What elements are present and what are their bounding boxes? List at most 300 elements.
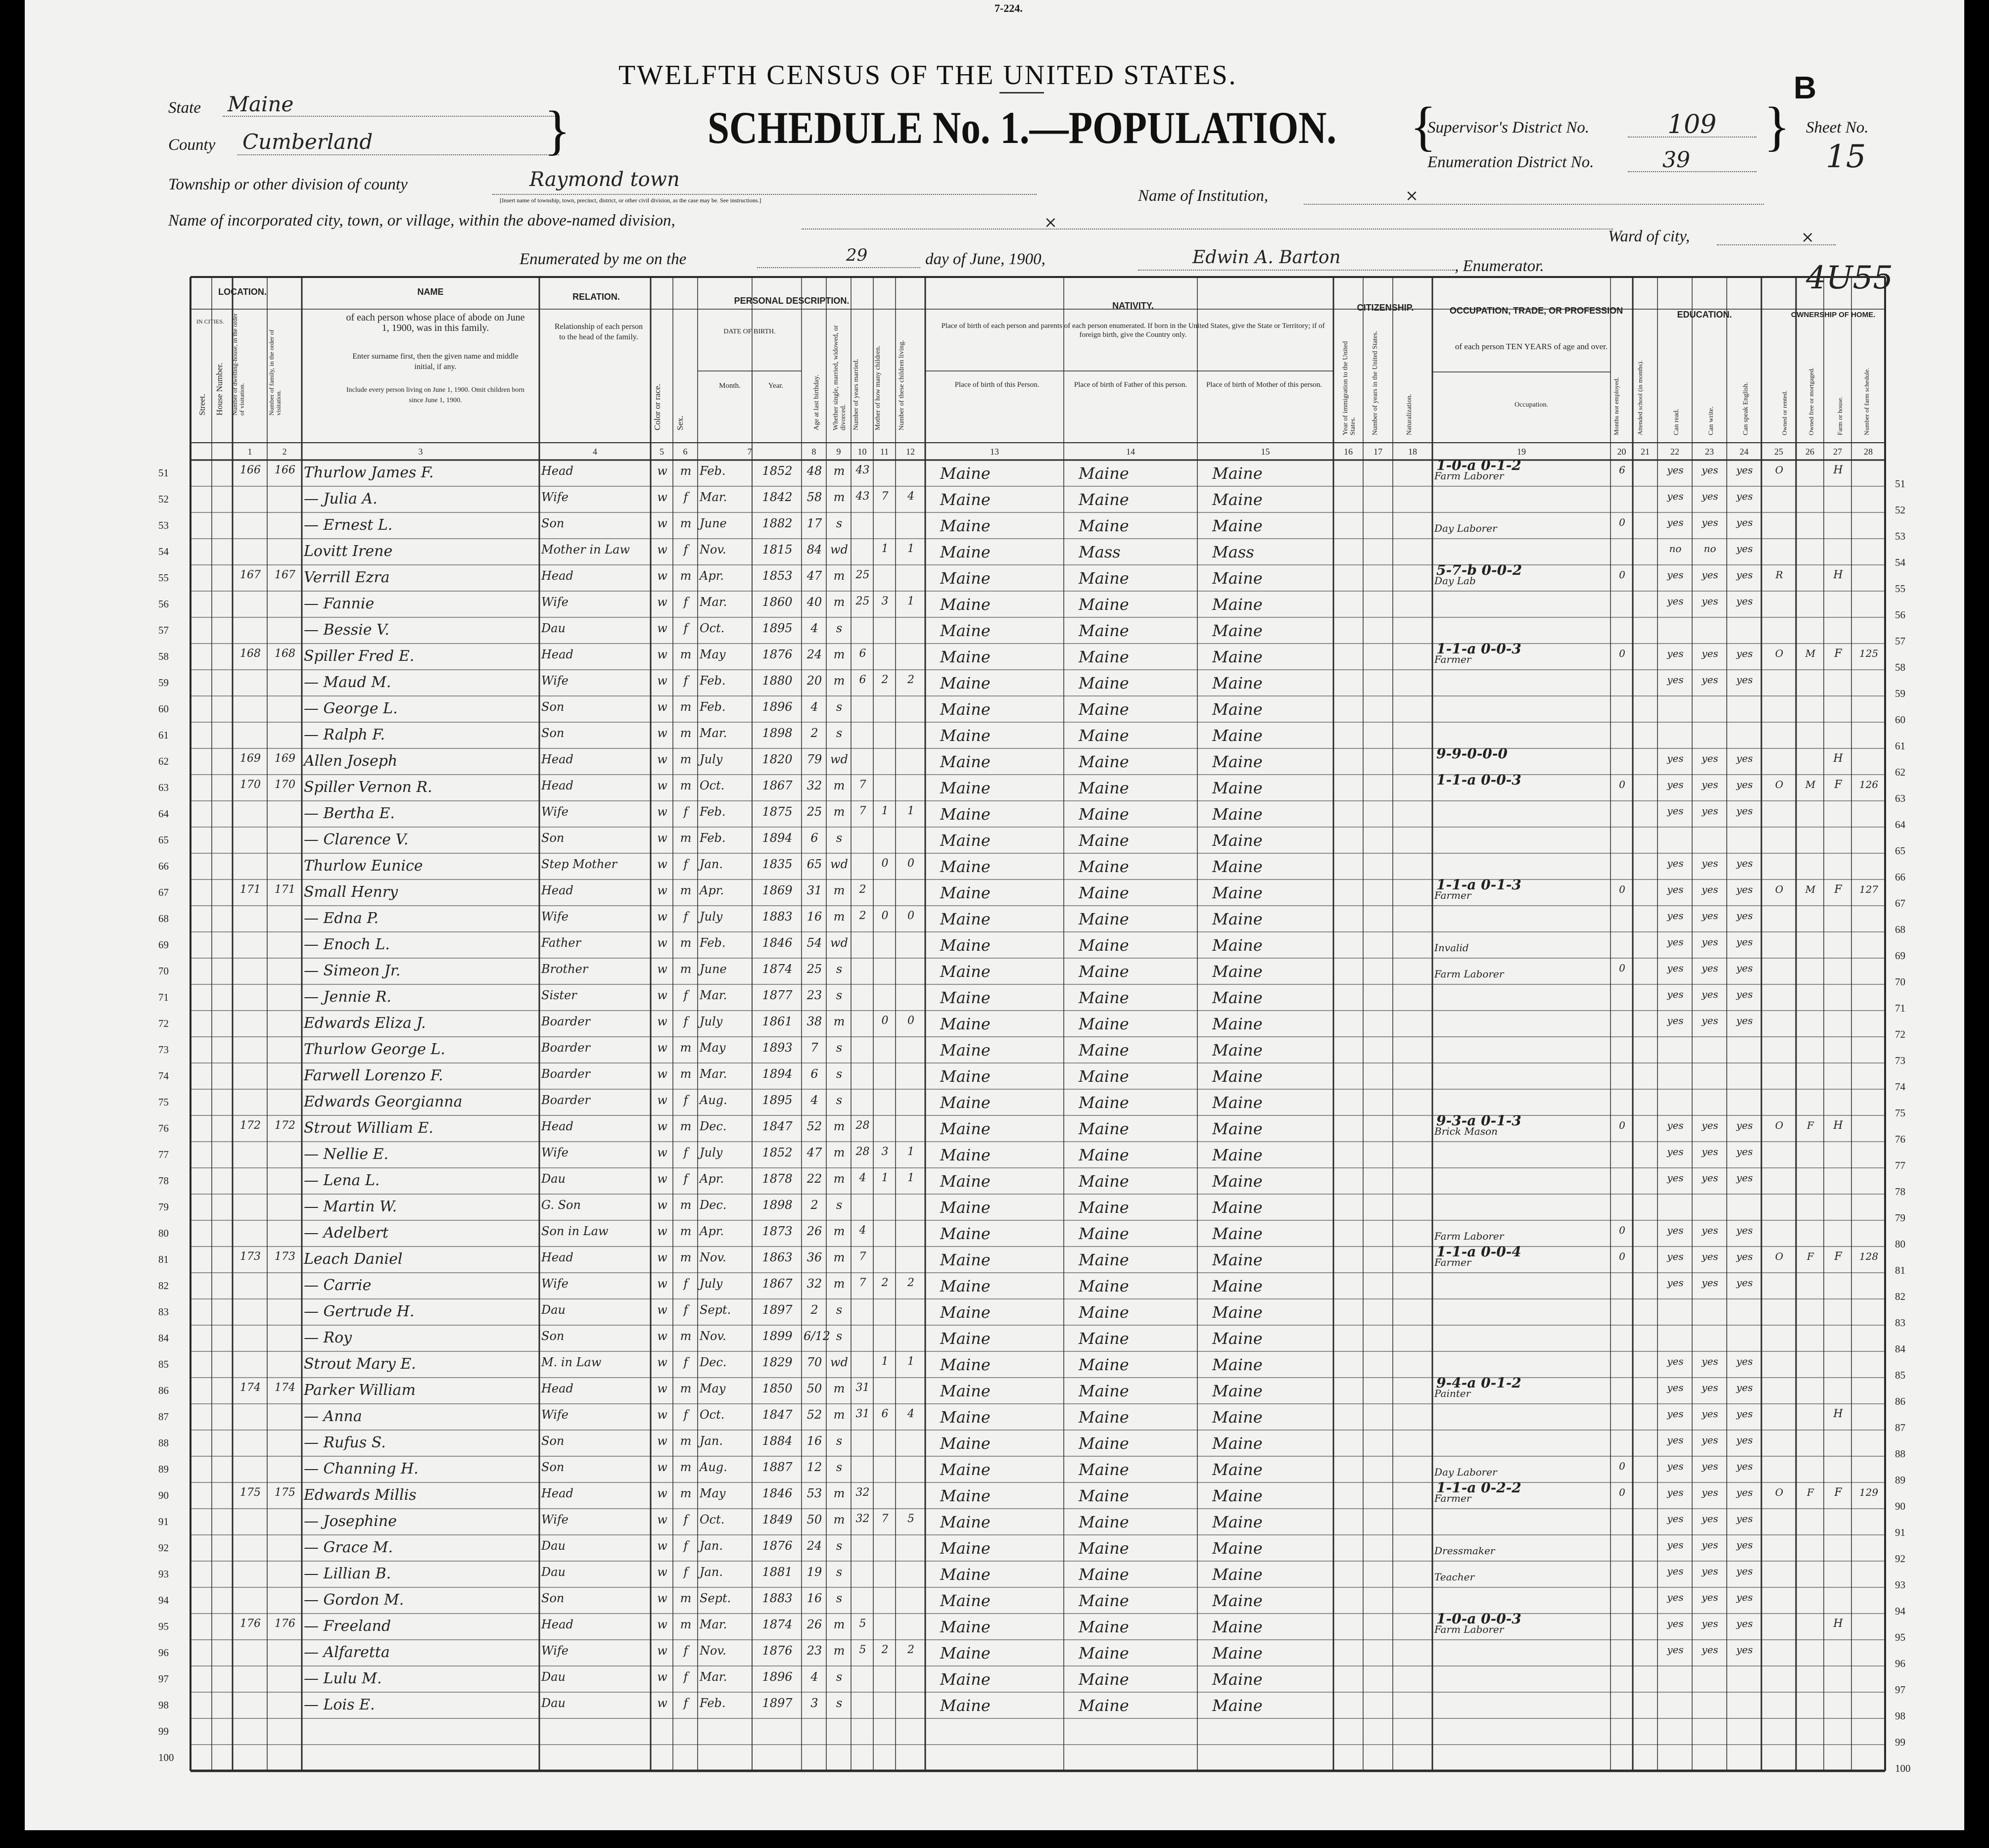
cell-color: w: [657, 1513, 667, 1526]
cell-name: — Grace M.: [304, 1539, 393, 1556]
cell-speak: yes: [1736, 1644, 1753, 1656]
cell-mar: m: [833, 569, 845, 583]
cell-mar: m: [833, 1513, 845, 1526]
cell-pob: Maine: [940, 1617, 991, 1636]
cell-read: yes: [1667, 647, 1684, 659]
cell-speak: yes: [1736, 1146, 1753, 1157]
column-number-3: 3: [418, 447, 423, 457]
cell-pobf: Maine: [1079, 1303, 1129, 1322]
cell-mar: s: [836, 1093, 843, 1107]
cell-age: 7: [810, 1041, 818, 1055]
cell-mar: s: [836, 621, 843, 635]
cell-occ: Day Laborer: [1434, 522, 1497, 534]
cell-sex: f: [683, 1565, 688, 1579]
cell-name: Thurlow James F.: [304, 464, 434, 481]
cell-fam: 170: [275, 779, 295, 791]
cell-rel: Head: [541, 464, 573, 478]
cell-sex: f: [683, 805, 688, 819]
cell-pobm: Maine: [1212, 962, 1263, 981]
cell-rel: Wife: [541, 1146, 569, 1159]
cell-mar: s: [836, 1041, 843, 1055]
head-mother-of: Mother of how many children.: [874, 345, 882, 430]
cell-rel: Head: [541, 1119, 573, 1133]
cell-fam: 169: [275, 752, 295, 765]
cell-speak: yes: [1736, 1513, 1753, 1525]
line-number: 90: [158, 1489, 169, 1501]
line-number-right: 78: [1895, 1186, 1905, 1198]
cell-pobm: Maine: [1212, 1172, 1263, 1191]
cell-pobm: Maine: [1212, 1696, 1263, 1715]
cell-name: Lovitt Irene: [304, 543, 393, 560]
line-number: 83: [158, 1306, 169, 1318]
cell-name: Strout William E.: [304, 1119, 433, 1137]
cell-year: 1850: [762, 1382, 793, 1395]
cell-month: Apr.: [700, 569, 724, 583]
cell-pob: Maine: [940, 647, 991, 666]
cell-write: yes: [1702, 1513, 1718, 1525]
cell-speak: yes: [1736, 1250, 1753, 1262]
column-number-28: 28: [1864, 447, 1873, 457]
cell-mar: m: [833, 490, 845, 504]
cell-mne: 0: [1619, 779, 1625, 790]
cell-ch: 1: [881, 1355, 889, 1368]
cell-mar: s: [836, 1067, 843, 1081]
cell-color: w: [657, 857, 667, 871]
cell-pobm: Maine: [1212, 1670, 1263, 1689]
cell-name: — Freeland: [304, 1617, 391, 1635]
cell-write: yes: [1702, 1539, 1718, 1551]
cell-age: 50: [806, 1513, 822, 1526]
cell-pobf: Maine: [1079, 621, 1129, 640]
cell-pobf: Maine: [1079, 1434, 1129, 1453]
cell-age: 47: [806, 569, 822, 583]
cell-month: Jan.: [700, 857, 723, 871]
cell-mar: m: [833, 1644, 845, 1658]
state-value: Maine: [228, 92, 294, 116]
cell-month: Feb.: [700, 674, 726, 688]
cell-ym: 7: [859, 805, 866, 817]
cell-month: July: [700, 910, 723, 924]
cell-read: yes: [1667, 1146, 1684, 1157]
cell-rel: Son: [541, 726, 565, 740]
line-number: 63: [158, 782, 169, 793]
cell-pob: Maine: [940, 988, 991, 1007]
cell-pobm: Maine: [1212, 674, 1263, 693]
cell-pobm: Maine: [1212, 595, 1263, 614]
cell-color: w: [657, 543, 667, 556]
cell-name: — Channing H.: [304, 1460, 419, 1478]
head-date-of-birth: DATE OF BIRTH.: [723, 328, 776, 335]
cell-read: yes: [1667, 595, 1684, 607]
cell-name: Spiller Fred E.: [304, 647, 415, 665]
cell-mne: 0: [1619, 1486, 1625, 1498]
cell-pob: Maine: [940, 1591, 991, 1610]
line-number-right: 60: [1895, 714, 1905, 726]
line-number: 75: [158, 1096, 169, 1108]
cell-month: May: [700, 1486, 726, 1500]
cell-pobm: Maine: [1212, 621, 1263, 640]
line-number: 51: [158, 467, 169, 479]
cell-age: 40: [806, 595, 822, 609]
cell-color: w: [657, 700, 667, 714]
cell-speak: yes: [1736, 674, 1753, 686]
cell-rel: Head: [541, 883, 573, 897]
cell-sex: m: [680, 1198, 692, 1212]
cell-rel: Son: [541, 1460, 565, 1474]
cell-mne: 0: [1619, 1250, 1625, 1262]
cell-sex: f: [683, 1146, 688, 1159]
cell-pobm: Maine: [1212, 1067, 1263, 1086]
cell-month: Feb.: [700, 1696, 726, 1710]
cell-rel: Wife: [541, 910, 569, 924]
cell-write: yes: [1702, 490, 1718, 502]
cell-speak: yes: [1736, 962, 1753, 974]
cell-sex: f: [683, 988, 688, 1002]
line-number-right: 99: [1895, 1736, 1905, 1748]
cell-sex: m: [680, 1486, 692, 1500]
cell-ch: 0: [881, 910, 889, 922]
cell-dw: 170: [240, 779, 261, 791]
head-free-mortgaged: Owned free or mortgaged.: [1807, 367, 1815, 435]
cell-pobf: Maine: [1079, 1355, 1129, 1374]
cell-pob: Maine: [940, 1119, 991, 1138]
cell-mar: m: [833, 1408, 845, 1422]
cell-free: F: [1807, 1486, 1814, 1498]
cell-fam: 168: [275, 647, 295, 660]
cell-pob: Maine: [940, 1224, 991, 1243]
cell-read: yes: [1667, 1408, 1684, 1420]
schedule-title: SCHEDULE No. 1.—POPULATION.: [708, 102, 1337, 153]
cell-ym: 4: [859, 1224, 866, 1237]
cell-pobm: Maine: [1212, 464, 1263, 483]
line-number-right: 58: [1895, 661, 1905, 673]
line-number: 59: [158, 677, 169, 689]
cell-speak: yes: [1736, 1434, 1753, 1446]
cell-pob: Maine: [940, 1565, 991, 1584]
line-number-right: 62: [1895, 766, 1905, 778]
head-sex: Sex.: [675, 416, 685, 430]
cell-sex: m: [680, 752, 692, 766]
line-number-right: 94: [1895, 1605, 1905, 1617]
cell-pobm: Maine: [1212, 569, 1263, 588]
cell-cl: 1: [907, 1172, 914, 1184]
cell-dw: 169: [240, 752, 261, 765]
cell-month: Feb.: [700, 805, 726, 819]
cell-mne: 0: [1619, 1460, 1625, 1472]
cell-mar: s: [836, 1591, 843, 1605]
cell-mar: m: [833, 1382, 845, 1395]
cell-name: — Anna: [304, 1408, 362, 1425]
cell-year: 1874: [762, 1617, 793, 1631]
cell-sex: m: [680, 883, 692, 897]
line-number-right: 83: [1895, 1317, 1905, 1329]
group-location: LOCATION.: [218, 287, 267, 297]
column-number-18: 18: [1408, 447, 1417, 457]
cell-occ: Farmer: [1434, 889, 1471, 901]
cell-age: 65: [806, 857, 822, 871]
cell-month: Apr.: [700, 1172, 724, 1186]
cell-pobf: Maine: [1079, 647, 1129, 666]
cell-month: Oct.: [700, 779, 725, 792]
cell-mar: m: [833, 1172, 845, 1186]
cell-pob: Maine: [940, 1303, 991, 1322]
group-citizenship: CITIZENSHIP.: [1357, 303, 1414, 313]
cell-age: 6: [810, 1067, 818, 1081]
cell-pobm: Maine: [1212, 726, 1263, 745]
group-relation: RELATION.: [572, 292, 620, 302]
head-immigration: Year of immigration to the United States.: [1342, 341, 1357, 435]
cell-ym: 43: [855, 464, 870, 476]
cell-rel: G. Son: [541, 1198, 581, 1212]
cell-month: Dec.: [700, 1119, 727, 1133]
cell-pob: Maine: [940, 857, 991, 876]
cell-pobf: Maine: [1079, 1093, 1129, 1112]
cell-pobf: Maine: [1079, 1513, 1129, 1531]
cell-year: 1835: [762, 857, 793, 871]
cell-color: w: [657, 726, 667, 740]
cell-color: w: [657, 1644, 667, 1658]
line-number: 67: [158, 886, 169, 898]
line-number: 62: [158, 755, 169, 767]
cell-mar: m: [833, 910, 845, 924]
cell-own: O: [1775, 1119, 1784, 1131]
line-number: 85: [158, 1358, 169, 1370]
column-number-13: 13: [990, 447, 999, 457]
cell-speak: yes: [1736, 543, 1753, 554]
line-number-right: 52: [1895, 504, 1905, 516]
cell-name: — Simeon Jr.: [304, 962, 401, 979]
cell-read: yes: [1667, 962, 1684, 974]
cell-color: w: [657, 962, 667, 976]
head-owned-rented: Owned or rented.: [1781, 390, 1788, 435]
column-number-4: 4: [593, 447, 597, 457]
head-relation-desc: Relationship of each person to the head of the family.: [554, 323, 643, 341]
cell-mar: m: [833, 1015, 845, 1028]
cell-name: Thurlow George L.: [304, 1041, 445, 1058]
cell-write: yes: [1702, 1382, 1718, 1393]
cell-month: Mar.: [700, 1670, 727, 1684]
cell-color: w: [657, 1382, 667, 1395]
cell-mne: 0: [1619, 883, 1625, 895]
cell-speak: yes: [1736, 1277, 1753, 1289]
cell-color: w: [657, 1591, 667, 1605]
cell-rel: Boarder: [541, 1067, 590, 1081]
cell-cl: 2: [907, 674, 914, 686]
cell-pobf: Maine: [1079, 779, 1129, 797]
cell-write: yes: [1702, 516, 1718, 528]
cell-pobf: Maine: [1079, 857, 1129, 876]
cell-pobm: Maine: [1212, 1355, 1263, 1374]
cell-occ: Farm Laborer: [1434, 470, 1504, 482]
cell-rel: Son: [541, 700, 565, 714]
cell-year: 1895: [762, 621, 793, 635]
cell-pobf: Maine: [1079, 1382, 1129, 1400]
cell-mar: wd: [830, 1355, 848, 1369]
cell-pobm: Maine: [1212, 1644, 1263, 1663]
cell-pobm: Maine: [1212, 1093, 1263, 1112]
cell-age: 4: [810, 700, 818, 714]
cell-color: w: [657, 1198, 667, 1212]
cell-fam: 172: [275, 1119, 295, 1132]
line-number-right: 90: [1895, 1500, 1905, 1512]
cell-read: yes: [1667, 988, 1684, 1000]
cell-year: 1881: [762, 1565, 793, 1579]
line-number-right: 55: [1895, 583, 1905, 595]
cell-cl: 1: [907, 805, 914, 817]
cell-pob: Maine: [940, 883, 991, 902]
cell-pob: Maine: [940, 1277, 991, 1295]
line-number-right: 87: [1895, 1422, 1905, 1433]
cell-dw: 175: [240, 1486, 261, 1499]
cell-cl: 1: [907, 1146, 914, 1158]
cell-year: 1894: [762, 1067, 793, 1081]
column-number-8: 8: [811, 447, 816, 457]
cell-rel: Brother: [541, 962, 588, 976]
column-number-5: 5: [660, 447, 664, 457]
cell-ch: 0: [881, 1015, 889, 1027]
cell-occ: Farm Laborer: [1434, 1230, 1504, 1242]
cell-write: yes: [1702, 1250, 1718, 1262]
cell-age: 58: [806, 490, 822, 504]
line-number-right: 66: [1895, 871, 1905, 883]
cell-age: 12: [806, 1460, 822, 1474]
cell-dw: 176: [240, 1617, 261, 1630]
cell-sex: f: [683, 1513, 688, 1526]
cell-rel: Son in Law: [541, 1224, 609, 1238]
column-number-23: 23: [1705, 447, 1714, 457]
cell-rel: Dau: [541, 1565, 566, 1579]
cell-sex: f: [683, 1644, 688, 1658]
line-number: 87: [158, 1411, 169, 1423]
cell-age: 32: [806, 779, 822, 792]
cell-month: Jan.: [700, 1434, 723, 1448]
cell-pobf: Maine: [1079, 1565, 1129, 1584]
cell-ch: 3: [881, 595, 889, 607]
cell-read: yes: [1667, 490, 1684, 502]
cell-year: 1863: [762, 1250, 793, 1264]
cell-month: Mar.: [700, 595, 727, 609]
cell-pob: Maine: [940, 831, 991, 850]
cell-write: yes: [1702, 1408, 1718, 1420]
cell-ym: 31: [855, 1382, 870, 1394]
cell-ch: 7: [881, 490, 889, 503]
cell-speak: yes: [1736, 988, 1753, 1000]
cell-pobm: Maine: [1212, 1146, 1263, 1164]
head-naturalization: Naturalization.: [1406, 394, 1413, 435]
cell-pobm: Maine: [1212, 1539, 1263, 1558]
cell-ym: 28: [855, 1146, 870, 1158]
cell-free: F: [1807, 1250, 1814, 1262]
cell-pobf: Maine: [1079, 1617, 1129, 1636]
cell-color: w: [657, 1224, 667, 1238]
cell-color: w: [657, 516, 667, 530]
cell-age: 23: [806, 1644, 822, 1658]
sheet-letter: B: [1794, 70, 1817, 105]
cell-pobf: Maine: [1079, 1250, 1129, 1269]
cell-color: w: [657, 1486, 667, 1500]
cell-color: w: [657, 621, 667, 635]
line-number: 58: [158, 650, 169, 662]
cell-pobm: Maine: [1212, 1513, 1263, 1531]
cell-fam: 175: [275, 1486, 295, 1499]
cell-write: yes: [1702, 1644, 1718, 1656]
cell-read: yes: [1667, 516, 1684, 528]
cell-pob: Maine: [940, 674, 991, 693]
cell-pobm: Maine: [1212, 490, 1263, 509]
cell-sex: m: [680, 779, 692, 792]
cell-age: 3: [810, 1696, 818, 1710]
line-number-right: 81: [1895, 1264, 1905, 1276]
cell-color: w: [657, 831, 667, 845]
ward-value: ×: [1801, 228, 1814, 246]
cell-month: Nov.: [700, 543, 726, 556]
cell-read: yes: [1667, 1513, 1684, 1525]
cell-year: 1867: [762, 1277, 793, 1291]
cell-mar: m: [833, 464, 845, 478]
line-number: 60: [158, 703, 169, 715]
cell-read: yes: [1667, 1486, 1684, 1498]
cell-color: w: [657, 490, 667, 504]
cell-pobf: Maine: [1079, 1277, 1129, 1295]
cell-ym: 32: [855, 1486, 870, 1499]
cell-speak: yes: [1736, 490, 1753, 502]
line-number: 98: [158, 1699, 169, 1711]
cell-pobf: Maine: [1079, 988, 1129, 1007]
cell-year: 1897: [762, 1696, 793, 1710]
cell-pobf: Maine: [1079, 1041, 1129, 1060]
cell-occ: Brick Mason: [1434, 1125, 1498, 1137]
cell-color: w: [657, 1565, 667, 1579]
column-number-6: 6: [683, 447, 688, 457]
cell-name: — Gertrude H.: [304, 1303, 415, 1320]
cell-rel: Dau: [541, 621, 566, 635]
enumerator-value: Edwin A. Barton: [1192, 247, 1341, 268]
cell-mar: s: [836, 1565, 843, 1579]
cell-read: yes: [1667, 1277, 1684, 1289]
cell-year: 1893: [762, 1041, 793, 1055]
cell-month: July: [700, 1146, 723, 1159]
column-number-2: 2: [282, 447, 287, 457]
cell-color: w: [657, 1670, 667, 1684]
head-can-write: Can write.: [1707, 406, 1715, 435]
cell-sex: m: [680, 1434, 692, 1448]
cell-ch: 2: [881, 1644, 889, 1656]
cell-age: 24: [806, 647, 822, 661]
group-occupation: OCCUPATION, TRADE, OR PROFESSION: [1449, 306, 1623, 316]
cell-age: 36: [806, 1250, 822, 1264]
cell-occupation-code: 1-1-a 0-0-3: [1436, 641, 1521, 657]
line-number-right: 54: [1895, 556, 1905, 568]
group-name: NAME: [417, 287, 444, 297]
cell-mar: m: [833, 1277, 845, 1291]
cell-read: yes: [1667, 1355, 1684, 1367]
cell-farm: H: [1833, 1617, 1843, 1630]
line-number-right: 64: [1895, 819, 1905, 831]
cell-year: 1847: [762, 1408, 793, 1422]
cell-occ: Farmer: [1434, 1256, 1471, 1268]
line-number-right: 88: [1895, 1448, 1905, 1460]
cell-pobm: Maine: [1212, 1015, 1263, 1033]
cell-sex: m: [680, 700, 692, 714]
cell-speak: yes: [1736, 1565, 1753, 1577]
cell-pob: Maine: [940, 1670, 991, 1689]
cell-pobf: Maine: [1079, 910, 1129, 928]
cell-write: yes: [1702, 464, 1718, 476]
cell-name: — Josephine: [304, 1513, 397, 1530]
cell-mar: m: [833, 595, 845, 609]
cell-cl: 1: [907, 595, 914, 607]
cell-sex: f: [683, 595, 688, 609]
